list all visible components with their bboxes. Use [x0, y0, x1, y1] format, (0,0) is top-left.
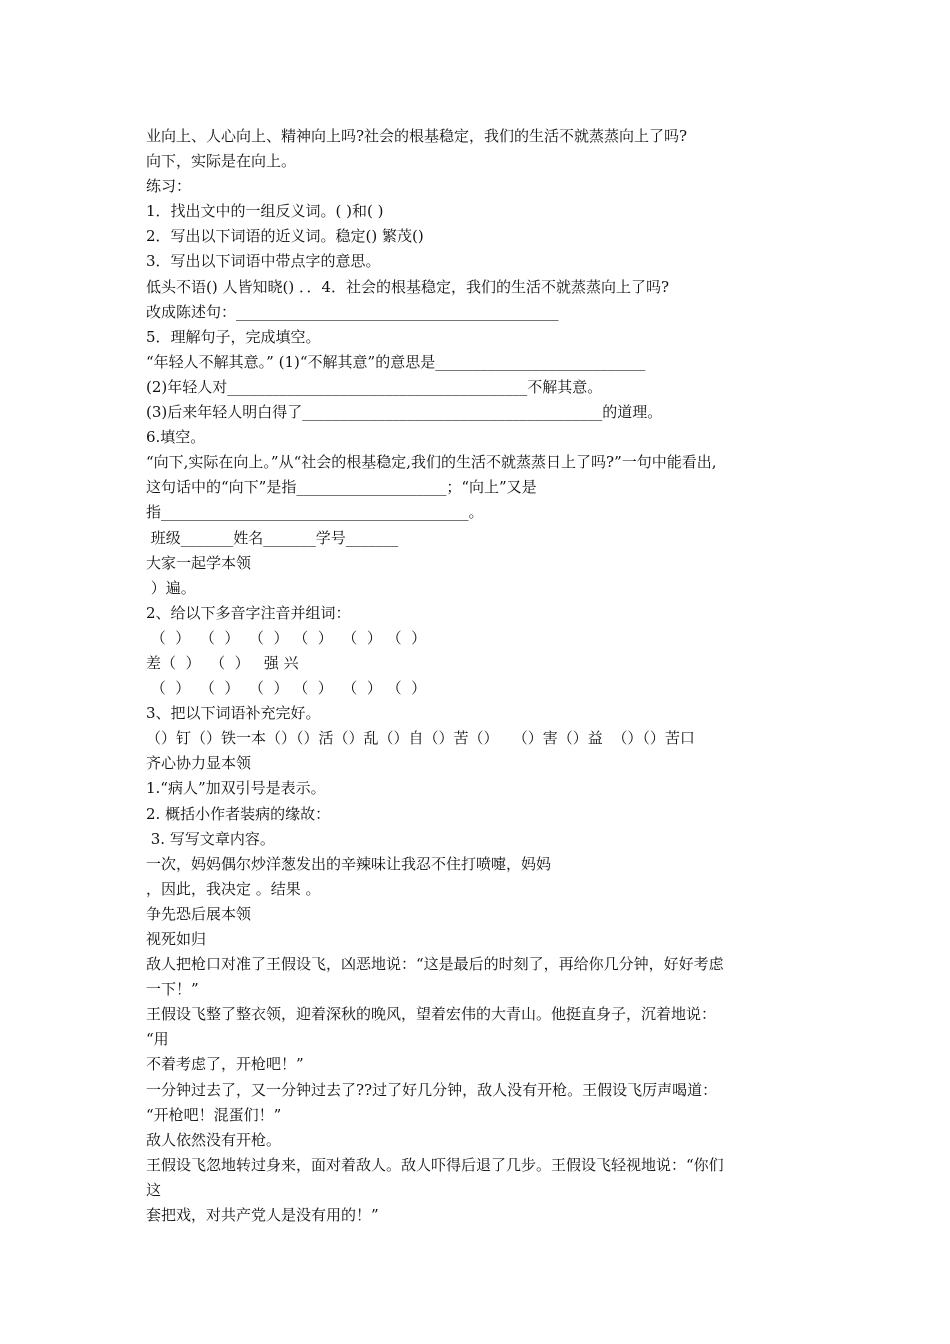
text-line: ）遍。 [146, 578, 196, 597]
section-heading: 练习： [146, 177, 192, 196]
exercise-item: （ ） （ ） （ ） （ ） （ ） （ ） [146, 628, 427, 647]
exercise-item: 改成陈述句：___________________________________________ [146, 302, 559, 321]
section-heading: 争先恐后展本领 [146, 904, 252, 923]
story-title: 视死如归 [146, 930, 207, 948]
story-paragraph: 一下！” [146, 980, 199, 999]
exercise-item: 这句话中的“向下”是指____________________；“向上”又是 [146, 478, 537, 497]
story-paragraph: 套把戏，对共产党人是没有用的！” [146, 1206, 379, 1225]
exercise-item: 1．找出文中的一组反义词。( )和( ) [146, 202, 384, 221]
section-heading: 齐心协力显本领 [146, 754, 252, 773]
text-line: 向下，实际是在向上。 [146, 152, 297, 171]
text-line: ，因此，我决定 。结果 。 [146, 879, 321, 898]
exercise-item: (2)年轻人对________________________________________不解其意。 [146, 377, 603, 396]
exercise-item: 3、把以下词语补充完好。 [146, 704, 321, 723]
section-heading: 大家一起学本领 [146, 553, 252, 572]
document-body [146, 124, 816, 1228]
exercise-item: 2. 概括小作者装病的缘故： [146, 804, 331, 823]
exercise-item: 1.“病人”加双引号是表示。 [146, 779, 326, 798]
exercise-item: （ ） （ ） （ ） （ ） （ ） （ ） [146, 679, 427, 698]
text-line: 业向上、人心向上、精神向上吗?社会的根基稳定，我们的生活不就蒸蒸向上了吗? [146, 127, 688, 145]
story-paragraph: 王假设飞忽地转过身来，面对着敌人。敌人吓得后退了几步。王假设飞轻视地说：“你们 [146, 1155, 724, 1174]
story-paragraph: 一分钟过去了，又一分钟过去了??过了好几分钟，敌人没有开枪。王假设飞厉声喝道： [146, 1080, 718, 1099]
exercise-item: 6.填空。 [146, 428, 206, 447]
exercise-item: 5．理解句子，完成填空。 [146, 327, 321, 346]
story-paragraph: 敌人把枪口对准了王假设飞，凶恶地说：“这是最后的时刻了，再给你几分钟，好好考虑 [146, 955, 724, 974]
exercise-item: 2．写出以下词语的近义词。稳定() 繁茂() [146, 227, 424, 246]
exercise-item: 指_________________________________________。 [146, 503, 484, 522]
text-line: 一次，妈妈偶尔炒洋葱发出的辛辣味让我忍不住打喷嚏，妈妈 [146, 854, 552, 873]
story-paragraph: 这 [146, 1180, 162, 1199]
student-info-line: 班级_______姓名_______学号_______ [146, 528, 399, 547]
exercise-item: 2、给以下多音字注音并组词： [146, 603, 351, 622]
exercise-item: “年轻人不解其意。” (1)“不解其意”的意思是____________________________ [146, 352, 646, 371]
story-paragraph: “用 [146, 1030, 169, 1049]
exercise-item: “向下,实际在向上。”从“社会的根基稳定,我们的生活不就蒸蒸日上了吗?”一句中能看出, [146, 453, 717, 472]
story-paragraph: “开枪吧！混蛋们！” [146, 1105, 282, 1124]
exercise-item: 低头不语() 人皆知晓() ．．4．社会的根基稳定，我们的生活不就蒸蒸向上了吗? [146, 277, 670, 296]
story-paragraph: 王假设飞整了整衣领，迎着深秋的晚风，望着宏伟的大青山。他挺直身子，沉着地说： [146, 1005, 717, 1024]
exercise-item: 3．写出以下词语中带点字的意思。 [146, 252, 381, 271]
story-paragraph: 敌人依然没有开枪。 [146, 1130, 282, 1149]
exercise-item: （）钉（）铁一本（）（）活（）乱（）自（）苦（） （）害（）益 （）（）苦口 [146, 729, 695, 748]
exercise-item: 差（ ） （ ） 强 兴 [146, 653, 299, 672]
exercise-item: (3)后来年轻人明白得了________________________________________的道理。 [146, 403, 663, 422]
exercise-item: 3. 写写文章内容。 [146, 829, 275, 848]
story-paragraph: 不着考虑了，开枪吧！” [146, 1055, 304, 1074]
